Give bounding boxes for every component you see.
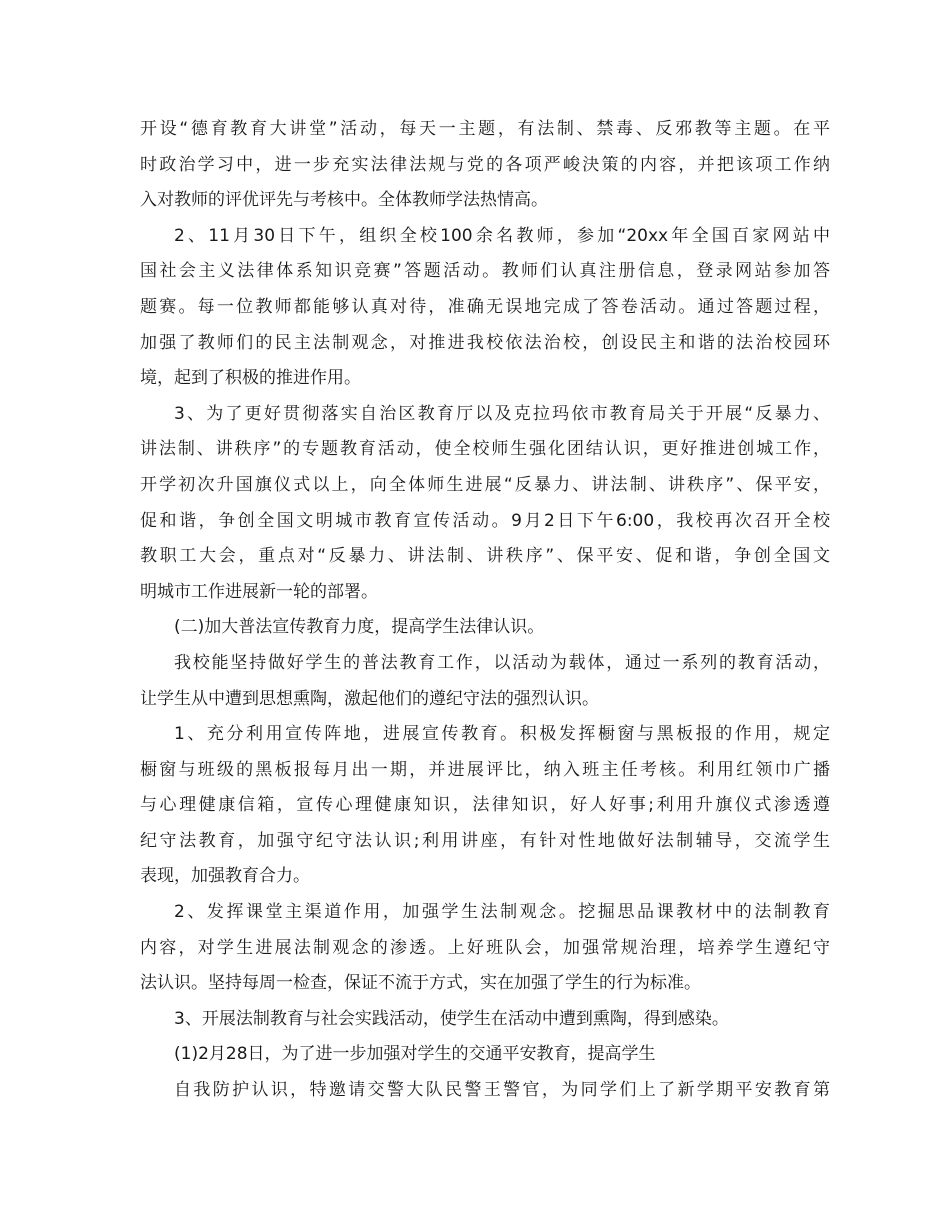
paragraph-start-line: 3、为了更好贯彻落实自治区教育厅以及克拉玛依市教育局关于开展“反暴力、 bbox=[174, 403, 830, 424]
text-line: 讲法制、讲秩序”的专题教育活动，使全校师生强化团结认识，更好推进创城工作， bbox=[140, 439, 830, 460]
text-line: 题赛。每一位教师都能够认真对待，准确无误地完成了答卷活动。通过答题过程， bbox=[140, 296, 830, 317]
text-line: 表现，加强教育合力。 bbox=[140, 866, 310, 887]
text-line: 时政治学习中，进一步充实法律法规与党的各项严峻決策的内容，并把该项工作纳 bbox=[140, 154, 830, 175]
text-line: 开学初次升国旗仪式以上，向全体师生进展“反暴力、讲法制、讲秩序”、保平安， bbox=[140, 474, 830, 495]
text-line: 明城市工作进展新一轮的部署。 bbox=[140, 581, 378, 602]
text-line: 入对教师的评优评先与考核中。全体教师学法热情高。 bbox=[140, 190, 548, 211]
text-line: 法认识。坚持每周一检查，保证不流于方式，实在加强了学生的行为标准。 bbox=[140, 973, 701, 994]
text-line: 教职工大会，重点对“反暴力、讲法制、讲秩序”、保平安、促和谐，争创全国文 bbox=[140, 546, 830, 567]
document-body bbox=[140, 112, 830, 1109]
paragraph-start-line: 我校能坚持做好学生的普法教育工作，以活动为载体，通过一系列的教育活动， bbox=[174, 652, 830, 673]
paragraph-start-line: 2、11月30日下午，组织全校100余名教师，参加“20xx年全国百家网站中 bbox=[174, 225, 830, 246]
paragraph-start-line: 3、开展法制教育与社会实践活动，使学生在活动中遭到熏陶，得到感染。 bbox=[174, 1008, 729, 1029]
section-heading: (二)加大普法宣传教育力度，提高学生法律认识。 bbox=[174, 617, 545, 638]
paragraph-start-line: (1)2月28日，为了进一步加强对学生的交通平安教育，提高学生 bbox=[174, 1044, 656, 1065]
paragraph-start-line: 1、充分利用宣传阵地，进展宣传教育。积极发挥橱窗与黑板报的作用，规定 bbox=[174, 724, 830, 745]
text-line: 开设“德育教育大讲堂”活动，每天一主题，有法制、禁毒、反邪教等主题。在平 bbox=[140, 119, 830, 139]
text-line: 橱窗与班级的黑板报每月出一期，并进展评比，纳入班主任考核。利用红领巾广播 bbox=[140, 759, 830, 780]
text-line: 让学生从中遭到思想熏陶，激起他们的遵纪守法的强烈认识。 bbox=[140, 688, 599, 709]
text-line: 自我防护认识，特邀请交警大队民警王警官，为同学们上了新学期平安教育第 bbox=[174, 1080, 830, 1101]
text-line: 国社会主义法律体系知识竞赛”答题活动。教师们认真注册信息，登录网站参加答 bbox=[140, 261, 830, 282]
text-line: 与心理健康信箱，宣传心理健康知识，法律知识，好人好事;利用升旗仪式渗透遵 bbox=[140, 795, 830, 816]
paragraph-start-line: 2、发挥课堂主渠道作用，加强学生法制观念。挖掘思品课教材中的法制教育 bbox=[174, 902, 830, 923]
text-line: 加强了教师们的民主法制观念，对推进我校依法治校，创设民主和谐的法治校园环 bbox=[140, 332, 830, 353]
text-line: 纪守法教育，加强守纪守法认识;利用讲座，有针对性地做好法制辅导，交流学生 bbox=[140, 830, 830, 851]
text-line: 促和谐，争创全国文明城市教育宣传活动。9月2日下午6:00，我校再次召开全校 bbox=[140, 510, 830, 531]
text-line: 境，起到了积极的推进作用。 bbox=[140, 368, 361, 389]
text-line: 内容，对学生进展法制观念的渗透。上好班队会，加强常规治理，培养学生遵纪守 bbox=[140, 937, 830, 958]
